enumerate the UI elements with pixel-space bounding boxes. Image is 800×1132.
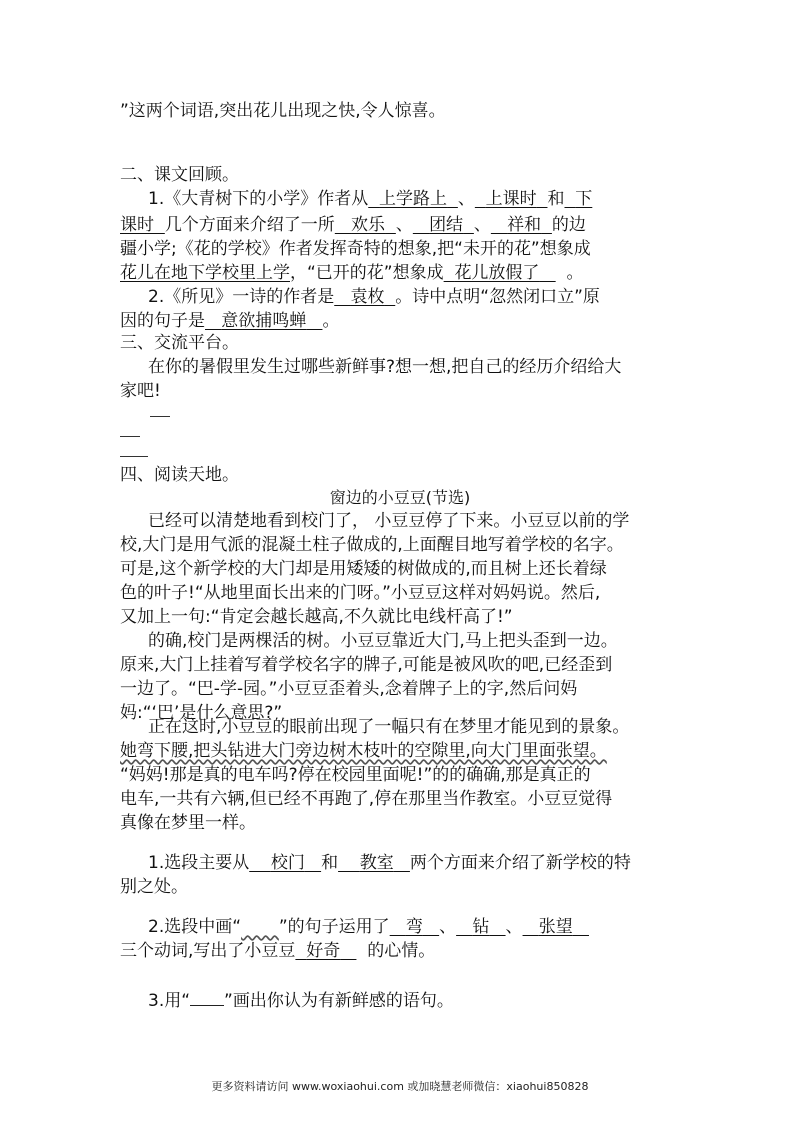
answer bbox=[368, 189, 458, 209]
text: 、 bbox=[439, 917, 457, 937]
question-line bbox=[148, 988, 692, 1014]
answer bbox=[456, 917, 505, 937]
passage-line: 又加上一句:“肯定会越长越高,不久就比电线杆高了!” bbox=[120, 607, 513, 627]
answer-text: 张望 bbox=[538, 917, 573, 937]
answer-text: 校门 bbox=[270, 853, 305, 873]
answer-text: 上学路上 bbox=[379, 189, 448, 209]
answer-text: 团结 bbox=[429, 215, 464, 235]
text: 三个动词,写出了小豆豆 bbox=[120, 941, 296, 961]
answer-text: 意欲捕鸣蝉 bbox=[221, 311, 307, 331]
answer-text: 上课时 bbox=[485, 189, 537, 209]
question-line bbox=[148, 850, 692, 876]
text-line: 疆小学;《花的学校》作者发挥奇特的想象,把“未开的花”想象成 bbox=[120, 239, 591, 259]
passage-line: 校,大门是用气派的混凝土柱子做成的,上面醒目地写着学校的名字。 bbox=[120, 535, 624, 555]
text-line bbox=[120, 260, 692, 286]
answer-text: 弯 bbox=[405, 917, 423, 937]
text: 几个方面来介绍了一所 bbox=[164, 215, 335, 235]
section-heading-exchange: 三、交流平台。 bbox=[120, 333, 239, 353]
text: 、 bbox=[457, 189, 475, 209]
text: 和 bbox=[321, 853, 339, 873]
wavy-line-sample bbox=[241, 917, 279, 937]
answer bbox=[205, 311, 322, 331]
passage-line: 妈:“‘巴’是什么意思?” bbox=[120, 703, 283, 723]
answer bbox=[334, 287, 395, 307]
answer bbox=[390, 917, 439, 937]
question-line: 别之处。 bbox=[120, 877, 188, 897]
text-line: 家吧! bbox=[120, 381, 161, 401]
answer bbox=[413, 215, 474, 235]
answer-text: 祥和 bbox=[507, 215, 542, 235]
text: 两个方面来介绍了新学校的特 bbox=[409, 853, 631, 873]
text: 1.选段主要从 bbox=[148, 853, 250, 873]
passage-line: 已经可以清楚地看到校门了， 小豆豆停了下来。小豆豆以前的学 bbox=[148, 511, 630, 531]
answer bbox=[523, 917, 589, 937]
answer-text: 欢乐 bbox=[351, 215, 386, 235]
text: 3.用“ bbox=[148, 991, 191, 1011]
answer bbox=[475, 189, 548, 209]
passage-line: “妈妈!那是真的电车吗?停在校园里面呢!”的的确确,那是真正的 bbox=[120, 765, 591, 785]
section-heading-reading: 四、阅读天地。 bbox=[120, 465, 239, 485]
passage-line: 原来,大门上挂着写着学校名字的牌子,可能是被风吹的吧,已经歪到 bbox=[120, 655, 613, 675]
answer bbox=[491, 215, 552, 235]
answer-text: 花儿放假了 bbox=[454, 263, 540, 283]
passage-line: 可是,这个新学校的大门却是用矮矮的树做成的,而且树上还长着绿 bbox=[120, 559, 607, 579]
text: 、 bbox=[473, 215, 491, 235]
answer: 花儿在地下学校里上学 bbox=[120, 263, 290, 283]
answer bbox=[444, 263, 556, 283]
text: 、 bbox=[505, 917, 523, 937]
text: ，“已开的花”想象成 bbox=[290, 263, 444, 283]
answer bbox=[249, 853, 321, 873]
answer-text: 教室 bbox=[359, 853, 394, 873]
text: 1.《大青树下的小学》作者从 bbox=[148, 189, 369, 209]
answer bbox=[338, 853, 410, 873]
text: 和 bbox=[547, 189, 565, 209]
answer bbox=[564, 189, 592, 209]
text: 的边 bbox=[551, 215, 586, 235]
section-heading-review: 二、课文回顾。 bbox=[120, 165, 239, 185]
text: 。诗中点明“忽然闭口立”原 bbox=[395, 287, 600, 307]
straight-line-sample bbox=[190, 989, 224, 1006]
question-line bbox=[120, 938, 692, 964]
answer bbox=[120, 215, 165, 235]
answer-text: 袁枚 bbox=[350, 287, 385, 307]
passage-line: 的确,校门是两棵活的树。小豆豆靠近大门,马上把头歪到一边。 bbox=[148, 631, 618, 651]
answer-text: 课时 bbox=[120, 215, 154, 235]
text-line: 在你的暑假里发生过哪些新鲜事?想一想,把自己的经历介绍给大 bbox=[148, 357, 622, 377]
passage-title: 窗边的小豆豆(节选) bbox=[329, 488, 471, 507]
text-line: ”这两个词语,突出花儿出现之快,令人惊喜。 bbox=[120, 101, 446, 121]
answer-blank-line bbox=[120, 436, 140, 437]
answer-text: 下 bbox=[575, 189, 593, 209]
passage-line bbox=[120, 738, 692, 764]
wavy-underlined-sentence: 她弯下腰,把头钻进大门旁边树木枝叶的空隙里,向大门里面张望。 bbox=[120, 741, 607, 761]
text: ”的句子运用了 bbox=[278, 917, 390, 937]
passage-line: 真像在梦里一样。 bbox=[120, 813, 256, 833]
text: 。 bbox=[566, 263, 584, 283]
answer bbox=[335, 215, 396, 235]
text: 的心情。 bbox=[367, 941, 436, 961]
text-line bbox=[120, 212, 692, 238]
passage-line: 色的叶子!“从地里面长出来的门呀。”小豆豆这样对妈妈说。然后, bbox=[120, 583, 601, 603]
text: 。 bbox=[322, 311, 340, 331]
answer bbox=[295, 941, 356, 961]
text: ”画出你认为有新鲜感的语句。 bbox=[224, 991, 454, 1011]
answer-blank-line bbox=[150, 416, 170, 417]
page-footer: 更多资料请访问 www.woxiaohui.com 或加晓慧老师微信：xiaohui850828 bbox=[211, 1080, 589, 1093]
text-line bbox=[148, 284, 692, 310]
answer-text: 钻 bbox=[472, 917, 490, 937]
text: 因的句子是 bbox=[120, 311, 205, 331]
text: 2.《所见》一诗的作者是 bbox=[148, 287, 335, 307]
answer-blank-line bbox=[120, 456, 148, 457]
passage-line: 电车,一共有六辆,但已经不再跑了,停在那里当作教室。小豆豆觉得 bbox=[120, 789, 613, 809]
text-line bbox=[148, 186, 692, 212]
question-line bbox=[148, 914, 692, 940]
answer-text: 好奇 bbox=[306, 941, 341, 961]
text: 、 bbox=[395, 215, 413, 235]
text: 2.选段中画“ bbox=[148, 917, 242, 937]
passage-line: 一边了。“巴-学-园。”小豆豆歪着头,念着牌子上的字,然后问妈 bbox=[120, 679, 578, 699]
passage-line: 正在这时,小豆豆的眼前出现了一幅只有在梦里才能见到的景象。 bbox=[148, 717, 630, 737]
